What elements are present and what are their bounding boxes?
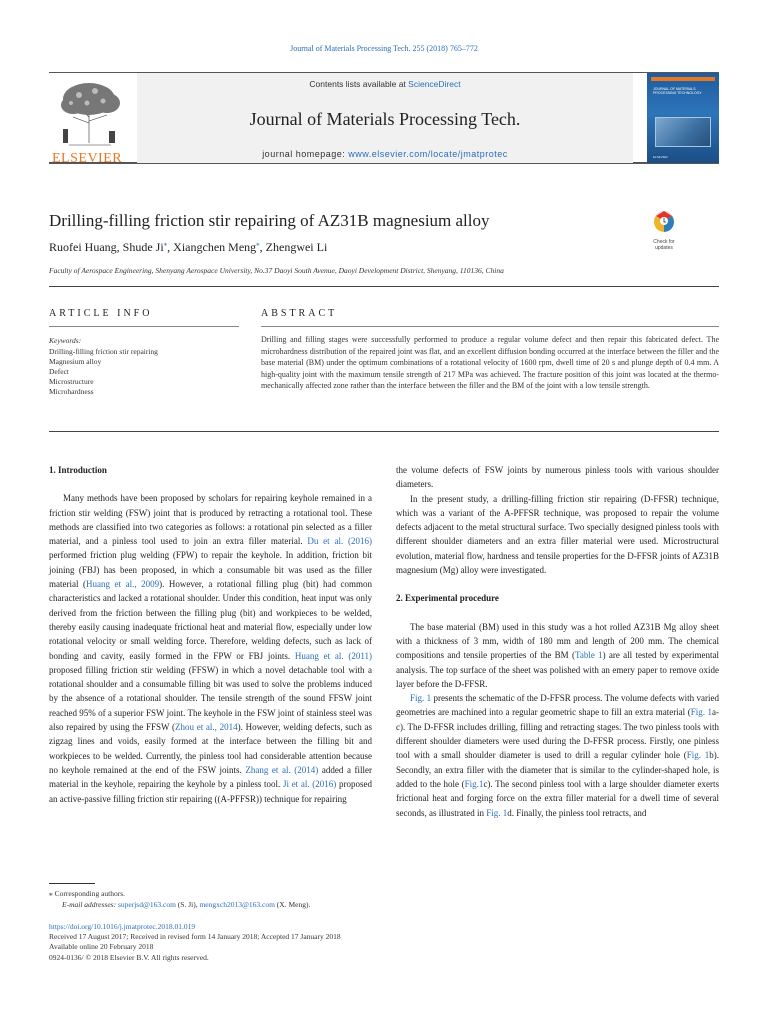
paragraph-text: d. Finally, the pinless tool retracts, and <box>507 807 647 818</box>
keyword: Magnesium alloy <box>49 357 102 366</box>
copyright: 0924-0136/ © 2018 Elsevier B.V. All rights reserved. <box>49 952 209 962</box>
section-heading: 1. Introduction <box>49 465 107 475</box>
article-title: Drilling-filling friction stir repairing of AZ31B magnesium alloy <box>49 211 490 230</box>
paragraph-text: b). Secondly, an extra filler with the diameter that is similar to the cylinder-shaped hole, is added to the hole ( <box>396 750 719 789</box>
cover-image <box>655 117 711 147</box>
homepage-prefix: journal homepage: <box>262 149 349 159</box>
email-footnote <box>49 899 310 910</box>
section-heading: 2. Experimental procedure <box>396 593 499 604</box>
paragraph-text: c). The second pinless tool with a large shoulder diameter exerts frictional heat and forging force on the extra filler material for a dwell time of several seconds, as illustrated in <box>396 778 719 818</box>
email-label: E-mail addresses: <box>62 900 118 909</box>
corresponding-mark[interactable]: ⁎ <box>256 240 260 248</box>
paragraph-text: presents the schematic of the D-FFSR process. The volume defects with varied geometries are machined into a regular geometric shape to fill an extra material ( <box>396 693 719 718</box>
citation-link[interactable]: Fig. 1 <box>686 750 710 761</box>
keyword: Drilling-filling friction stir repairing <box>49 347 158 356</box>
paragraph-text: ). However, a rotational filling plug (bit) had common characteristics and lacked a rotational shoulder. Under this condition, heat input was only derived from the friction between the filling plug (bit) and workpieces to be welded, thereby easily causing inadequate frictional heat and material flow, especially under low rotational velocity or small welding force. Therefore, welding defects, such as lack of bonding and cavity, easily formed in the FPW or FBJ joints. <box>49 579 373 661</box>
corresponding-mark[interactable]: ⁎ <box>163 240 168 248</box>
author-name[interactable]: Shude Ji <box>122 240 164 254</box>
divider <box>49 326 239 327</box>
check-updates-label: Check for updates <box>653 239 675 251</box>
publication-info <box>49 922 341 963</box>
keywords-label: Keywords: <box>49 336 82 345</box>
citation-link[interactable]: Fig. 1 <box>410 693 432 704</box>
keyword: Microstructure <box>49 377 94 386</box>
journal-citation-link[interactable]: Journal of Materials Processing Tech. 255 (2018) 765–772 <box>290 44 478 53</box>
publisher-name: ELSEVIER <box>52 151 123 166</box>
doi-link[interactable]: https://doi.org/10.1016/j.jmatprotec.2018.01.019 <box>49 922 196 931</box>
journal-banner <box>137 73 633 163</box>
divider <box>49 286 719 287</box>
homepage-link[interactable]: www.elsevier.com/locate/jmatprotec <box>348 149 508 159</box>
keyword: Defect <box>49 367 69 376</box>
footnote-divider <box>49 883 95 884</box>
paragraph-text: performed friction plug welding (FPW) to repair the keyhole. In addition, friction bit joining (FBJ) has been proposed, in which a consumable bit was used as the filler material ( <box>49 550 372 590</box>
paragraph-text: a-c). The D-FFSR includes drilling, filling and retracting stages. The two pinless tools with different shoulder diameters were used during the D-FFSR process. Firstly, one pinless tool with a small shoulder diameter is used to drill a regular cylinder hole ( <box>396 707 720 761</box>
keyword: Microhardness <box>49 387 94 396</box>
author-affiliation: Faculty of Aerospace Engineering, Shenyang Aerospace University, No.37 Daoyi South Avenue, Daoyi Development District, Shenyang, 110136, China <box>49 266 504 275</box>
citation-link[interactable]: Ji et al. (2016) <box>283 779 337 790</box>
author-name[interactable]: Ruofei Huang <box>49 240 117 254</box>
sciencedirect-link[interactable]: ScienceDirect <box>408 79 461 89</box>
citation-link[interactable]: Fig. 1 <box>690 707 713 718</box>
abstract-text: Drilling and filling stages were successfully performed to produce a regular volume defect and then repair this fabricated defect. The microhardness distribution of the repaired joint was flat, and an excellent diffusion bonding occurred at the interface between the filler and the base material (BM) under the optimum combinations of a rotational velocity of 1600 rpm, dwell time of 20 s and plunge depth of 0.4 mm. A high-quality joint with the maximum tensile strength of 217 MPa was achieved. The fracture position of this joint was located at the thermo-mechanically affected zone rather than the interface between the filler and the BM of the joint with a low tensile strength. <box>261 335 719 391</box>
paragraph-text: The base material (BM) used in this study was a hot rolled AZ31B Mg alloy sheet with a thickness of 3 mm, width of 180 mm and length of 200 mm. The chemical compositions and tensile properties of the BM ( <box>396 621 719 661</box>
author-list: Ruofei Huang, Shude Ji⁎, Xiangchen Meng⁎, Zhengwei Li <box>49 240 328 254</box>
body-paragraph: In the present study, a drilling-filling friction stir repairing (D-FFSR) technique, which was a variant of the A-PFFSR technique, was proposed to repair the volume defects adjacent to the metal structural surface. Two specially designed pinless tools with different shoulder diameters and an extra filler material were used. Microstructural evolution, material flow, hardness and tensile properties for the D-FFSR joints of AZ31B magnesium (Mg) alloy were investigated. <box>396 493 719 576</box>
elsevier-logo[interactable] <box>49 77 131 165</box>
right-column <box>396 463 719 820</box>
paragraph-text: Many methods have been proposed by scholars for repairing keyhole remained in a friction stir welding (FSW) joint that is produced by retracting a rotational tool. These methods are classified into two categories as follows: a rotational pin selected as a filler material, and a pinless tool used to join an extra filler material. <box>49 493 372 547</box>
citation-link[interactable]: Fig.1 <box>464 778 484 789</box>
footnotes <box>49 888 310 910</box>
journal-cover-thumbnail[interactable] <box>647 73 719 163</box>
paragraph-text: ) are all tested by experimental analysis. The top surface of the sheet was polished with an emery paper to remove oxide layer before the D-FFSR. <box>396 650 719 689</box>
citation-link[interactable]: Zhou et al., 2014 <box>175 722 238 733</box>
email-link[interactable]: mengxch2013@163.com <box>199 900 275 909</box>
citation-link[interactable]: Huang et al., 2009 <box>86 579 160 590</box>
check-updates-icon <box>653 210 675 234</box>
cover-publisher: ELSEVIER <box>653 155 668 159</box>
body-paragraph: the volume defects of FSW joints by numerous pinless tools with various shoulder diameters. <box>396 465 719 490</box>
body-paragraph <box>396 620 719 691</box>
divider <box>49 431 719 432</box>
paragraph-text: ). However, welding defects, such as zigzag lines and voids, easily formed at the interface between the filling bit and workpieces to be welded. Currently, the pinless tool had considerable attention because no keyhole remained at the end of the FSW joints. <box>49 722 372 775</box>
citation-link[interactable]: Du et al. (2016) <box>307 536 372 547</box>
cover-stripe <box>651 77 715 81</box>
email-owner: (X. Meng). <box>274 900 311 909</box>
journal-title: Journal of Materials Processing Tech. <box>249 109 521 129</box>
online-date: Available online 20 February 2018 <box>49 942 154 952</box>
email-owner: (S. Ji), <box>175 900 200 909</box>
citation-link[interactable]: Huang et al. (2011) <box>294 650 372 661</box>
check-for-updates-button[interactable] <box>646 210 682 250</box>
paragraph-text: added a filler material in the keyhole, repairing the keyhole by a pinless tool. <box>49 764 373 790</box>
contents-prefix: Contents lists available at <box>309 79 409 89</box>
paragraph-text: proposed filling friction stir welding (FFSW) in which a novel detachable tool with a rotational shoulder and a consumable filling bit was used to solve the problems induced by the absence of a rotational shoulder. The tensile strength of the sound FFSW joint reached 95% of a superior FSW joint. The keyhole in the FSW joint of stainless steel was also repaired by using the FFSW ( <box>49 664 372 733</box>
author-name[interactable]: Xiangchen Meng <box>173 240 257 254</box>
divider <box>261 326 719 327</box>
keyword-list <box>49 347 158 397</box>
left-column <box>49 463 372 806</box>
citation-link[interactable]: Fig. 1 <box>486 807 508 818</box>
abstract-heading: ABSTRACT <box>261 308 338 319</box>
author-name[interactable]: Zhengwei Li <box>265 240 328 254</box>
contents-line <box>137 79 633 89</box>
journal-masthead <box>49 72 719 164</box>
citation-link[interactable]: Zhang et al. (2014) <box>245 764 319 775</box>
cover-title: JOURNAL OF MATERIALS PROCESSING TECHNOLOGY <box>653 87 702 96</box>
article-info-heading: ARTICLE INFO <box>49 308 153 319</box>
citation-link[interactable]: Table 1 <box>574 650 603 661</box>
email-link[interactable]: superjsd@163.com <box>117 900 176 909</box>
elsevier-tree-icon <box>49 77 131 147</box>
body-paragraph <box>49 491 372 806</box>
homepage-line <box>137 149 633 159</box>
paragraph-text: proposed an active-passive filling friction stir repairing ((A-PFFSR)) technique for repairing <box>49 779 372 804</box>
corresponding-footnote: ⁎ Corresponding authors. <box>49 889 126 898</box>
body-paragraph <box>396 691 719 820</box>
history-dates: Received 17 August 2017; Received in revised form 14 January 2018; Accepted 17 January 2018 <box>49 932 341 942</box>
